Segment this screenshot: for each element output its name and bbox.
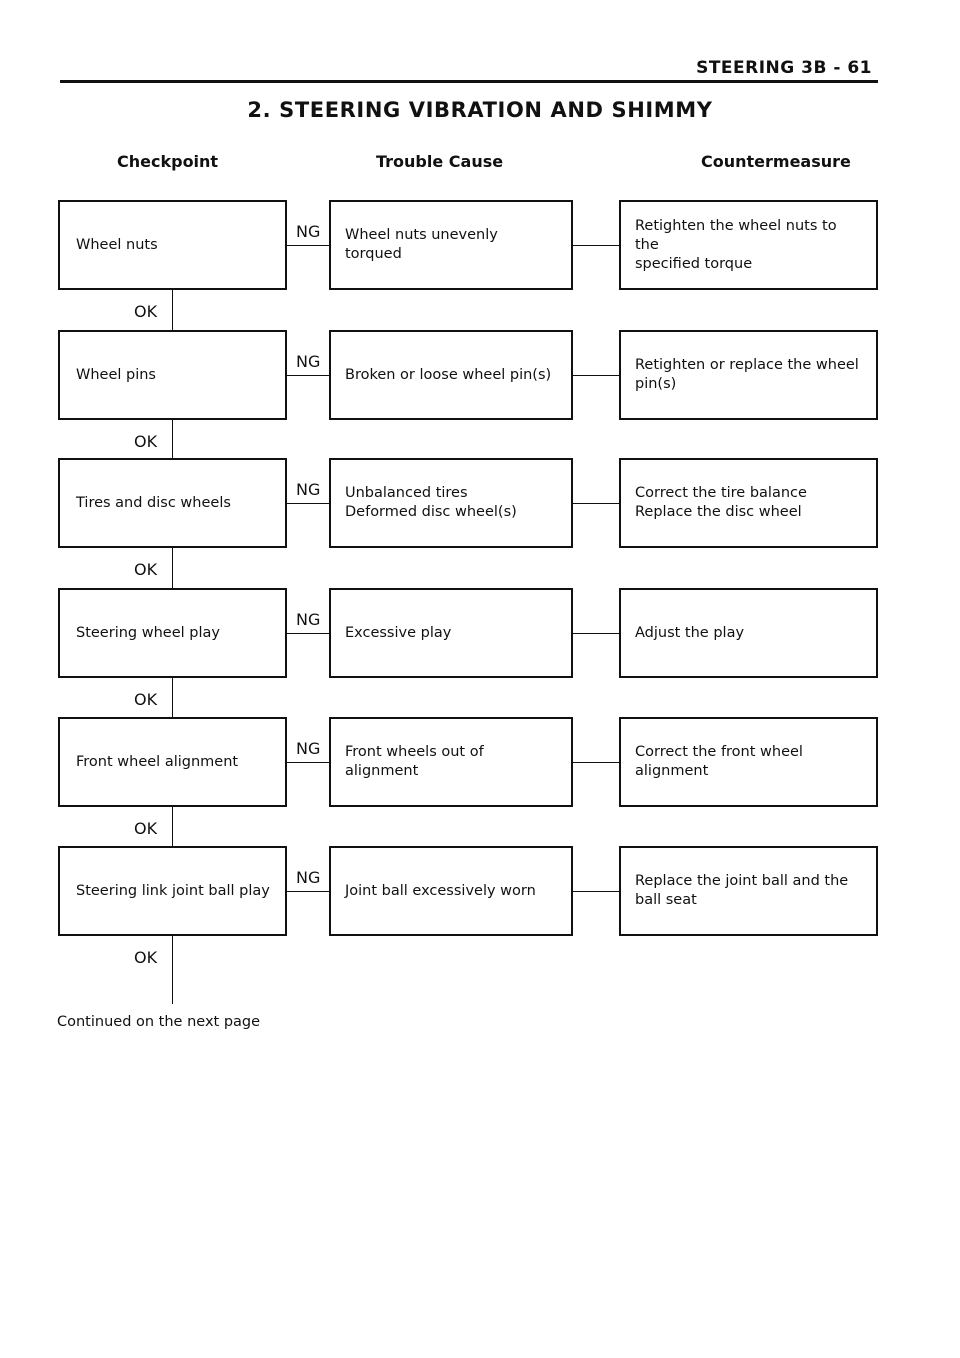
column-header-checkpoint: Checkpoint — [117, 152, 219, 171]
trouble-cause-label: Excessive play — [345, 624, 452, 641]
trouble-cause-box — [329, 200, 573, 290]
trouble-cause-label: Front wheels out of alignment — [345, 744, 484, 779]
ok-connector — [172, 548, 173, 588]
page-title: 2. STEERING VIBRATION AND SHIMMY — [247, 98, 713, 122]
checkpoint-box — [58, 200, 287, 290]
countermeasure-connector — [573, 503, 619, 504]
countermeasure-box — [619, 846, 878, 936]
countermeasure-connector — [573, 762, 619, 763]
trouble-cause-label: Broken or loose wheel pin(s) — [345, 366, 552, 383]
ng-connector — [287, 762, 329, 763]
header-rule — [60, 80, 878, 83]
ok-label: OK — [134, 302, 158, 321]
trouble-cause-label: Unbalanced tires Deformed disc wheel(s) — [345, 485, 517, 520]
ng-label: NG — [296, 739, 321, 758]
trouble-cause-label: Joint ball excessively worn — [345, 882, 536, 899]
checkpoint-box — [58, 588, 287, 678]
countermeasure-label: Correct the tire balance Replace the disc wheel — [635, 485, 807, 520]
ng-label: NG — [296, 610, 321, 629]
countermeasure-box — [619, 200, 878, 290]
checkpoint-box — [58, 330, 287, 420]
ok-connector — [172, 807, 173, 846]
column-header-countermeasure: Countermeasure — [701, 152, 851, 171]
checkpoint-label: Steering wheel play — [76, 624, 220, 641]
countermeasure-box — [619, 717, 878, 807]
ok-label: OK — [134, 432, 158, 451]
countermeasure-label: Replace the joint ball and the ball seat — [635, 873, 849, 908]
checkpoint-label: Wheel pins — [76, 366, 156, 383]
trouble-cause-box — [329, 717, 573, 807]
countermeasure-connector — [573, 633, 619, 634]
trouble-cause-box — [329, 330, 573, 420]
countermeasure-connector — [573, 245, 619, 246]
ok-connector — [172, 420, 173, 458]
ng-label: NG — [296, 352, 321, 371]
trouble-cause-box — [329, 588, 573, 678]
ok-label: OK — [134, 690, 158, 709]
countermeasure-label: Retighten or replace the wheel pin(s) — [635, 357, 859, 392]
continued-note: Continued on the next page — [57, 1014, 261, 1030]
trouble-cause-label: Wheel nuts unevenly torqued — [345, 227, 498, 262]
ng-connector — [287, 503, 329, 504]
countermeasure-box — [619, 588, 878, 678]
ng-label: NG — [296, 868, 321, 887]
countermeasure-connector — [573, 891, 619, 892]
checkpoint-label: Front wheel alignment — [76, 753, 239, 770]
trouble-cause-box — [329, 846, 573, 936]
countermeasure-label: Correct the front wheel alignment — [635, 744, 803, 779]
ng-connector — [287, 375, 329, 376]
ok-connector — [172, 290, 173, 330]
checkpoint-box — [58, 458, 287, 548]
ok-label: OK — [134, 948, 158, 967]
checkpoint-box — [58, 846, 287, 936]
checkpoint-label: Steering link joint ball play — [76, 882, 270, 899]
column-header-trouble-cause: Trouble Cause — [376, 152, 504, 171]
ng-label: NG — [296, 222, 321, 241]
checkpoint-box — [58, 717, 287, 807]
trouble-cause-box — [329, 458, 573, 548]
ng-connector — [287, 891, 329, 892]
countermeasure-label: Retighten the wheel nuts to the specified torque — [635, 217, 837, 272]
countermeasure-box — [619, 458, 878, 548]
countermeasure-label: Adjust the play — [635, 624, 745, 641]
countermeasure-box — [619, 330, 878, 420]
countermeasure-connector — [573, 375, 619, 376]
ng-connector — [287, 633, 329, 634]
ng-label: NG — [296, 480, 321, 499]
page-header: STEERING 3B - 61 — [696, 58, 872, 78]
ok-label: OK — [134, 819, 158, 838]
checkpoint-label: Tires and disc wheels — [76, 494, 231, 511]
ng-connector — [287, 245, 329, 246]
ok-label: OK — [134, 560, 158, 579]
ok-connector — [172, 678, 173, 717]
checkpoint-label: Wheel nuts — [76, 236, 158, 253]
ok-connector — [172, 936, 173, 1004]
